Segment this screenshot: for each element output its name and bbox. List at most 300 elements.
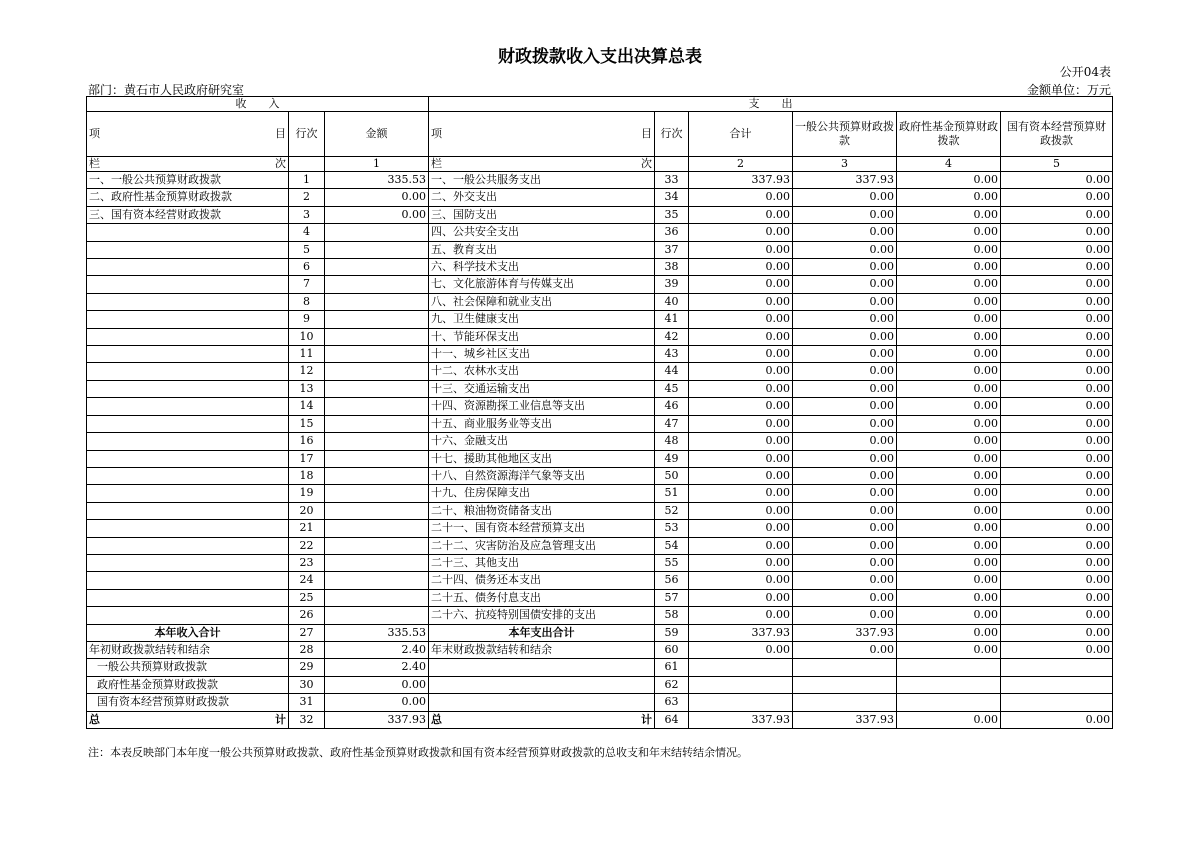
gov-fund-amount: 0.00 bbox=[897, 624, 1001, 641]
expense-row-no: 48 bbox=[655, 433, 689, 450]
expense-total: 0.00 bbox=[689, 607, 793, 624]
expense-total: 337.93 bbox=[689, 172, 793, 189]
income-item-header: 项 目 bbox=[87, 112, 289, 157]
state-capital-amount: 0.00 bbox=[1001, 415, 1113, 432]
expense-total: 0.00 bbox=[689, 502, 793, 519]
income-amount: 0.00 bbox=[325, 676, 429, 693]
expense-item: 十五、商业服务业等支出 bbox=[429, 415, 655, 432]
gov-fund-amount: 0.00 bbox=[897, 607, 1001, 624]
state-capital-amount bbox=[1001, 694, 1113, 711]
income-row-no: 1 bbox=[289, 172, 325, 189]
gov-fund-amount bbox=[897, 694, 1001, 711]
expense-row-no: 57 bbox=[655, 589, 689, 606]
income-amount bbox=[325, 433, 429, 450]
general-budget-amount: 0.00 bbox=[793, 415, 897, 432]
income-row-no: 17 bbox=[289, 450, 325, 467]
state-capital-amount: 0.00 bbox=[1001, 641, 1113, 658]
gov-fund-amount: 0.00 bbox=[897, 363, 1001, 380]
income-item bbox=[87, 537, 289, 554]
income-row-no: 19 bbox=[289, 485, 325, 502]
income-amount bbox=[325, 415, 429, 432]
header-row-columns bbox=[87, 112, 1113, 157]
income-item bbox=[87, 276, 289, 293]
income-item: 二、政府性基金预算财政拨款 bbox=[87, 189, 289, 206]
expense-item: 二、外交支出 bbox=[429, 189, 655, 206]
income-amount bbox=[325, 224, 429, 241]
income-row-no: 2 bbox=[289, 189, 325, 206]
income-item bbox=[87, 259, 289, 276]
expense-row-no: 45 bbox=[655, 380, 689, 397]
income-item: 国有资本经营预算财政拨款 bbox=[87, 694, 289, 711]
expense-row-no-header: 行次 bbox=[655, 112, 689, 157]
expense-item bbox=[429, 659, 655, 676]
expense-item: 十八、自然资源海洋气象等支出 bbox=[429, 467, 655, 484]
income-item: 三、国有资本经营财政拨款 bbox=[87, 206, 289, 223]
carryover-row bbox=[87, 659, 1113, 676]
expense-total: 0.00 bbox=[689, 641, 793, 658]
table-row bbox=[87, 311, 1113, 328]
general-budget-amount: 0.00 bbox=[793, 485, 897, 502]
expense-total: 0.00 bbox=[689, 293, 793, 310]
expense-row-no: 40 bbox=[655, 293, 689, 310]
expense-total: 0.00 bbox=[689, 485, 793, 502]
expense-item: 十九、住房保障支出 bbox=[429, 485, 655, 502]
gov-fund-amount: 0.00 bbox=[897, 554, 1001, 571]
income-item bbox=[87, 380, 289, 397]
general-budget-amount: 0.00 bbox=[793, 433, 897, 450]
expense-row-no: 47 bbox=[655, 415, 689, 432]
income-item bbox=[87, 433, 289, 450]
carryover-row bbox=[87, 694, 1113, 711]
income-row-no: 22 bbox=[289, 537, 325, 554]
expense-row-no: 38 bbox=[655, 259, 689, 276]
carryover-row bbox=[87, 641, 1113, 658]
income-amount: 335.53 bbox=[325, 624, 429, 641]
expense-row-no: 62 bbox=[655, 676, 689, 693]
expense-item: 八、社会保障和就业支出 bbox=[429, 293, 655, 310]
general-budget-amount: 0.00 bbox=[793, 537, 897, 554]
table-row bbox=[87, 206, 1113, 223]
state-capital-amount: 0.00 bbox=[1001, 224, 1113, 241]
income-row-no: 16 bbox=[289, 433, 325, 450]
expense-row-no: 44 bbox=[655, 363, 689, 380]
state-capital-amount: 0.00 bbox=[1001, 398, 1113, 415]
expense-item: 二十四、债务还本支出 bbox=[429, 572, 655, 589]
expense-row-no: 61 bbox=[655, 659, 689, 676]
table-row bbox=[87, 276, 1113, 293]
table-row bbox=[87, 607, 1113, 624]
income-row-no: 13 bbox=[289, 380, 325, 397]
general-budget-amount: 0.00 bbox=[793, 259, 897, 276]
income-row-no: 11 bbox=[289, 346, 325, 363]
grand-total-row bbox=[87, 711, 1113, 728]
income-amount bbox=[325, 450, 429, 467]
expense-total: 337.93 bbox=[689, 711, 793, 728]
income-amount bbox=[325, 241, 429, 258]
state-capital-amount bbox=[1001, 659, 1113, 676]
expense-total: 0.00 bbox=[689, 328, 793, 345]
state-capital-amount: 0.00 bbox=[1001, 259, 1113, 276]
general-budget-amount: 0.00 bbox=[793, 224, 897, 241]
table-row bbox=[87, 224, 1113, 241]
expense-item: 十七、援助其他地区支出 bbox=[429, 450, 655, 467]
expense-item: 二十二、灾害防治及应急管理支出 bbox=[429, 537, 655, 554]
income-row-no: 26 bbox=[289, 607, 325, 624]
state-capital-amount bbox=[1001, 676, 1113, 693]
gov-fund-amount: 0.00 bbox=[897, 641, 1001, 658]
income-item bbox=[87, 450, 289, 467]
state-capital-amount: 0.00 bbox=[1001, 485, 1113, 502]
income-amount bbox=[325, 311, 429, 328]
expense-item: 二十三、其他支出 bbox=[429, 554, 655, 571]
table-row bbox=[87, 346, 1113, 363]
table-row bbox=[87, 502, 1113, 519]
expense-row-no: 53 bbox=[655, 520, 689, 537]
state-capital-amount: 0.00 bbox=[1001, 502, 1113, 519]
column-number: 1 bbox=[325, 157, 429, 172]
income-row-no-header: 行次 bbox=[289, 112, 325, 157]
expense-row-no: 42 bbox=[655, 328, 689, 345]
income-column-label: 栏 次 bbox=[87, 157, 289, 172]
general-budget-amount bbox=[793, 659, 897, 676]
general-budget-amount: 0.00 bbox=[793, 293, 897, 310]
gov-fund-amount: 0.00 bbox=[897, 311, 1001, 328]
general-budget-amount: 0.00 bbox=[793, 502, 897, 519]
expense-item: 十二、农林水支出 bbox=[429, 363, 655, 380]
state-capital-amount: 0.00 bbox=[1001, 293, 1113, 310]
expense-total: 0.00 bbox=[689, 241, 793, 258]
total-header: 合计 bbox=[689, 112, 793, 157]
expense-row-no: 51 bbox=[655, 485, 689, 502]
expense-item: 三、国防支出 bbox=[429, 206, 655, 223]
income-row-no: 24 bbox=[289, 572, 325, 589]
expense-row-no: 58 bbox=[655, 607, 689, 624]
expense-item: 十三、交通运输支出 bbox=[429, 380, 655, 397]
general-budget-amount: 0.00 bbox=[793, 276, 897, 293]
general-budget-amount bbox=[793, 676, 897, 693]
table-row bbox=[87, 554, 1113, 571]
table-row bbox=[87, 328, 1113, 345]
income-amount bbox=[325, 554, 429, 571]
expense-row-no: 60 bbox=[655, 641, 689, 658]
income-item bbox=[87, 293, 289, 310]
carryover-row bbox=[87, 676, 1113, 693]
page-title: 财政拨款收入支出决算总表 bbox=[498, 47, 702, 67]
general-budget-amount: 337.93 bbox=[793, 172, 897, 189]
general-budget-amount: 0.00 bbox=[793, 380, 897, 397]
expense-item: 一、一般公共服务支出 bbox=[429, 172, 655, 189]
expense-column-label: 栏 次 bbox=[429, 157, 655, 172]
expense-total: 337.93 bbox=[689, 624, 793, 641]
gov-fund-amount: 0.00 bbox=[897, 241, 1001, 258]
income-row-no: 21 bbox=[289, 520, 325, 537]
expense-total: 0.00 bbox=[689, 537, 793, 554]
table-row bbox=[87, 450, 1113, 467]
income-item bbox=[87, 224, 289, 241]
income-item: 一、一般公共预算财政拨款 bbox=[87, 172, 289, 189]
state-capital-amount: 0.00 bbox=[1001, 311, 1113, 328]
gov-fund-amount: 0.00 bbox=[897, 520, 1001, 537]
income-amount bbox=[325, 589, 429, 606]
table-row bbox=[87, 398, 1113, 415]
gov-fund-amount: 0.00 bbox=[897, 572, 1001, 589]
income-amount bbox=[325, 276, 429, 293]
income-item bbox=[87, 572, 289, 589]
expense-row-no: 34 bbox=[655, 189, 689, 206]
expense-item: 十一、城乡社区支出 bbox=[429, 346, 655, 363]
income-amount: 0.00 bbox=[325, 206, 429, 223]
table-row bbox=[87, 572, 1113, 589]
expense-item: 四、公共安全支出 bbox=[429, 224, 655, 241]
table-row bbox=[87, 520, 1113, 537]
expense-total: 0.00 bbox=[689, 589, 793, 606]
state-capital-amount: 0.00 bbox=[1001, 520, 1113, 537]
income-amount: 0.00 bbox=[325, 694, 429, 711]
general-budget-amount: 0.00 bbox=[793, 572, 897, 589]
general-budget-amount: 0.00 bbox=[793, 346, 897, 363]
income-row-no: 28 bbox=[289, 641, 325, 658]
gov-fund-amount: 0.00 bbox=[897, 172, 1001, 189]
expense-total: 0.00 bbox=[689, 398, 793, 415]
expense-total bbox=[689, 676, 793, 693]
state-capital-amount: 0.00 bbox=[1001, 276, 1113, 293]
amount-unit-label: 金额单位：万元 bbox=[1026, 83, 1111, 97]
state-capital-amount: 0.00 bbox=[1001, 206, 1113, 223]
gov-fund-amount: 0.00 bbox=[897, 537, 1001, 554]
income-amount bbox=[325, 537, 429, 554]
income-item bbox=[87, 485, 289, 502]
state-capital-amount: 0.00 bbox=[1001, 328, 1113, 345]
expense-total: 0.00 bbox=[689, 346, 793, 363]
column-number: 2 bbox=[689, 157, 793, 172]
expense-total: 0.00 bbox=[689, 467, 793, 484]
expense-row-no: 43 bbox=[655, 346, 689, 363]
income-row-no: 10 bbox=[289, 328, 325, 345]
state-capital-amount: 0.00 bbox=[1001, 554, 1113, 571]
income-item bbox=[87, 467, 289, 484]
income-amount bbox=[325, 485, 429, 502]
income-item: 政府性基金预算财政拨款 bbox=[87, 676, 289, 693]
income-row-no: 15 bbox=[289, 415, 325, 432]
income-amount bbox=[325, 607, 429, 624]
income-item bbox=[87, 589, 289, 606]
income-row-no: 29 bbox=[289, 659, 325, 676]
income-row-no: 25 bbox=[289, 589, 325, 606]
column-number: 3 bbox=[793, 157, 897, 172]
income-row-no: 32 bbox=[289, 711, 325, 728]
expense-item: 本年支出合计 bbox=[429, 624, 655, 641]
general-budget-amount: 0.00 bbox=[793, 467, 897, 484]
income-item bbox=[87, 363, 289, 380]
expense-item: 十、节能环保支出 bbox=[429, 328, 655, 345]
expense-row-no: 33 bbox=[655, 172, 689, 189]
expense-item: 十六、金融支出 bbox=[429, 433, 655, 450]
income-row-no: 8 bbox=[289, 293, 325, 310]
expense-total: 0.00 bbox=[689, 224, 793, 241]
income-row-no: 31 bbox=[289, 694, 325, 711]
expense-item: 七、文化旅游体育与传媒支出 bbox=[429, 276, 655, 293]
expense-item: 二十六、抗疫特别国债安排的支出 bbox=[429, 607, 655, 624]
state-capital-header: 国有资本经营预算财政拨款 bbox=[1001, 112, 1113, 157]
income-amount bbox=[325, 572, 429, 589]
form-number: 公开04表 bbox=[1059, 65, 1111, 79]
expense-row-no: 36 bbox=[655, 224, 689, 241]
column-number: 4 bbox=[897, 157, 1001, 172]
expense-row-no: 50 bbox=[655, 467, 689, 484]
income-row-no: 9 bbox=[289, 311, 325, 328]
income-amount: 2.40 bbox=[325, 659, 429, 676]
expense-total: 0.00 bbox=[689, 206, 793, 223]
income-row-no: 27 bbox=[289, 624, 325, 641]
expense-item: 年末财政拨款结转和结余 bbox=[429, 641, 655, 658]
expense-item: 九、卫生健康支出 bbox=[429, 311, 655, 328]
income-item bbox=[87, 520, 289, 537]
expense-item: 二十一、国有资本经营预算支出 bbox=[429, 520, 655, 537]
expense-row-no: 39 bbox=[655, 276, 689, 293]
table-row bbox=[87, 589, 1113, 606]
income-amount: 0.00 bbox=[325, 189, 429, 206]
general-budget-amount: 0.00 bbox=[793, 398, 897, 415]
income-row-no: 7 bbox=[289, 276, 325, 293]
income-row-no: 14 bbox=[289, 398, 325, 415]
income-amount bbox=[325, 398, 429, 415]
department-label: 部门：黄石市人民政府研究室 bbox=[88, 83, 245, 97]
state-capital-amount: 0.00 bbox=[1001, 467, 1113, 484]
expense-item: 十四、资源勘探工业信息等支出 bbox=[429, 398, 655, 415]
table-row bbox=[87, 537, 1113, 554]
expense-total: 0.00 bbox=[689, 415, 793, 432]
expense-total: 0.00 bbox=[689, 433, 793, 450]
expense-item bbox=[429, 694, 655, 711]
header-row-sections bbox=[87, 97, 1113, 112]
expense-row-no: 37 bbox=[655, 241, 689, 258]
gov-fund-amount: 0.00 bbox=[897, 485, 1001, 502]
income-row-no: 23 bbox=[289, 554, 325, 571]
expense-item bbox=[429, 676, 655, 693]
income-item bbox=[87, 328, 289, 345]
state-capital-amount: 0.00 bbox=[1001, 241, 1113, 258]
gov-fund-amount bbox=[897, 676, 1001, 693]
income-row-no: 6 bbox=[289, 259, 325, 276]
gov-fund-amount: 0.00 bbox=[897, 467, 1001, 484]
state-capital-amount: 0.00 bbox=[1001, 607, 1113, 624]
expense-item-header: 项 目 bbox=[429, 112, 655, 157]
gov-fund-amount: 0.00 bbox=[897, 328, 1001, 345]
expense-row-no: 46 bbox=[655, 398, 689, 415]
general-budget-amount: 0.00 bbox=[793, 450, 897, 467]
state-capital-amount: 0.00 bbox=[1001, 346, 1113, 363]
table-row bbox=[87, 485, 1113, 502]
income-item: 一般公共预算财政拨款 bbox=[87, 659, 289, 676]
state-capital-amount: 0.00 bbox=[1001, 380, 1113, 397]
gov-fund-amount: 0.00 bbox=[897, 346, 1001, 363]
general-budget-amount: 0.00 bbox=[793, 363, 897, 380]
table-row bbox=[87, 433, 1113, 450]
income-amount bbox=[325, 293, 429, 310]
income-amount bbox=[325, 380, 429, 397]
table-row bbox=[87, 380, 1113, 397]
income-amount bbox=[325, 467, 429, 484]
gov-fund-amount: 0.00 bbox=[897, 224, 1001, 241]
income-amount bbox=[325, 520, 429, 537]
expense-total: 0.00 bbox=[689, 276, 793, 293]
expense-row-no: 55 bbox=[655, 554, 689, 571]
gov-fund-amount: 0.00 bbox=[897, 380, 1001, 397]
column-number: 5 bbox=[1001, 157, 1113, 172]
expense-item: 二十五、债务付息支出 bbox=[429, 589, 655, 606]
income-amount bbox=[325, 259, 429, 276]
general-budget-amount: 0.00 bbox=[793, 554, 897, 571]
state-capital-amount: 0.00 bbox=[1001, 589, 1113, 606]
expense-item: 五、教育支出 bbox=[429, 241, 655, 258]
year-total-row bbox=[87, 624, 1113, 641]
expense-total: 0.00 bbox=[689, 520, 793, 537]
income-amount: 2.40 bbox=[325, 641, 429, 658]
expense-row-no: 52 bbox=[655, 502, 689, 519]
expense-item: 二十、粮油物资储备支出 bbox=[429, 502, 655, 519]
general-budget-amount: 337.93 bbox=[793, 624, 897, 641]
general-budget-amount: 0.00 bbox=[793, 641, 897, 658]
income-amount-header: 金额 bbox=[325, 112, 429, 157]
gov-fund-amount: 0.00 bbox=[897, 259, 1001, 276]
expense-row-no: 41 bbox=[655, 311, 689, 328]
expense-row-no: 63 bbox=[655, 694, 689, 711]
general-budget-amount: 0.00 bbox=[793, 607, 897, 624]
general-budget-amount: 0.00 bbox=[793, 589, 897, 606]
expense-row-no: 49 bbox=[655, 450, 689, 467]
gov-fund-amount: 0.00 bbox=[897, 711, 1001, 728]
income-amount: 337.93 bbox=[325, 711, 429, 728]
income-row-no: 18 bbox=[289, 467, 325, 484]
income-item bbox=[87, 346, 289, 363]
income-item: 本年收入合计 bbox=[87, 624, 289, 641]
expense-total: 0.00 bbox=[689, 363, 793, 380]
state-capital-amount: 0.00 bbox=[1001, 572, 1113, 589]
general-budget-amount: 0.00 bbox=[793, 311, 897, 328]
general-budget-header: 一般公共预算财政拨款 bbox=[793, 112, 897, 157]
general-budget-amount: 0.00 bbox=[793, 241, 897, 258]
gov-fund-amount: 0.00 bbox=[897, 189, 1001, 206]
expense-row-no: 59 bbox=[655, 624, 689, 641]
expense-row-no: 56 bbox=[655, 572, 689, 589]
expense-total: 0.00 bbox=[689, 189, 793, 206]
expense-item: 六、科学技术支出 bbox=[429, 259, 655, 276]
income-amount bbox=[325, 346, 429, 363]
state-capital-amount: 0.00 bbox=[1001, 450, 1113, 467]
general-budget-amount: 337.93 bbox=[793, 711, 897, 728]
income-row-no: 5 bbox=[289, 241, 325, 258]
expense-total: 0.00 bbox=[689, 554, 793, 571]
expense-total bbox=[689, 659, 793, 676]
state-capital-amount: 0.00 bbox=[1001, 433, 1113, 450]
income-item bbox=[87, 502, 289, 519]
gov-fund-amount: 0.00 bbox=[897, 433, 1001, 450]
gov-fund-header: 政府性基金预算财政拨款 bbox=[897, 112, 1001, 157]
gov-fund-amount: 0.00 bbox=[897, 276, 1001, 293]
income-item bbox=[87, 398, 289, 415]
table-row bbox=[87, 293, 1113, 310]
footnote: 注：本表反映部门本年度一般公共预算财政拨款、政府性基金预算财政拨款和国有资本经营预算财政拨款的总收支和年末结转结余情况。 bbox=[88, 746, 748, 759]
income-item bbox=[87, 607, 289, 624]
income-amount bbox=[325, 502, 429, 519]
expense-total: 0.00 bbox=[689, 311, 793, 328]
income-row-no: 30 bbox=[289, 676, 325, 693]
gov-fund-amount: 0.00 bbox=[897, 415, 1001, 432]
gov-fund-amount: 0.00 bbox=[897, 450, 1001, 467]
income-item bbox=[87, 311, 289, 328]
table-row bbox=[87, 415, 1113, 432]
header-row-column-numbers bbox=[87, 157, 1113, 172]
